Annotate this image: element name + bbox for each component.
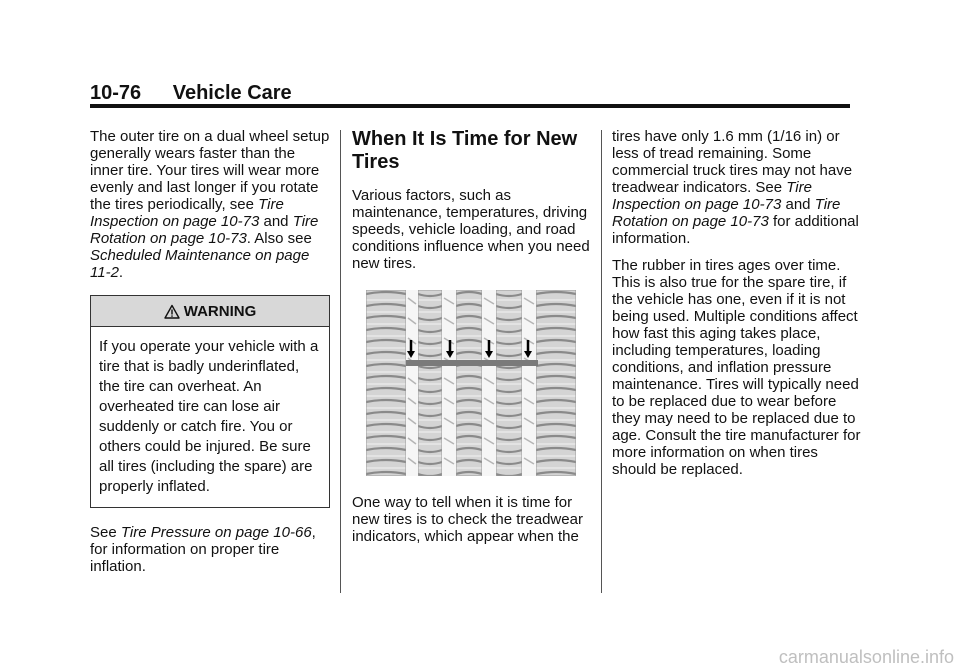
dual-wheel-paragraph: The outer tire on a dual wheel setup generally wears faster than the inner tire. Your tires will wear more evenly and last longer if you rotate the tires periodically, see Tire Inspection on page 10-73 and Tire Rotation on page 10-73. Also see Scheduled Maintenance on page 11-2.: [90, 128, 330, 281]
section-heading: When It Is Time for New Tires: [352, 128, 578, 173]
column-3: [612, 128, 862, 488]
factors-paragraph: Various factors, such as maintenance, temperatures, driving speeds, vehicle loading, and road conditions influence when you need new tires.: [352, 187, 590, 272]
page-header: [90, 82, 292, 105]
ref-tire-inspection[interactable]: Tire Inspection on page 10-73: [90, 196, 284, 230]
warning-title: WARNING: [183, 303, 257, 320]
column-2: [352, 128, 592, 555]
section-title: Vehicle Care: [172, 82, 292, 104]
warning-header: [91, 296, 329, 327]
treadwear-paragraph: One way to tell when it is time for new tires is to check the treadwear indicators, which appear when the: [352, 494, 583, 545]
ref-tire-inspection-2[interactable]: Tire Inspection on page 10-73: [612, 179, 812, 213]
ref-scheduled-maintenance[interactable]: Scheduled Maintenance on page 11-2: [90, 247, 310, 281]
warning-triangle-icon: [164, 304, 180, 319]
treadwear-indicator-illustration: [366, 290, 576, 476]
page-number: 10-76: [90, 82, 142, 104]
column-1: [90, 128, 330, 585]
watermark: carmanualsonline.info: [778, 647, 954, 667]
warning-text: If you operate your vehicle with a tire that is badly underinflated, the tire can overheat. An overheated tire can lose air suddenly or catch fire. You or others could be injured. Be sure all tires (including the spare) are properly inflated.: [99, 338, 319, 495]
column-divider-2: [601, 130, 602, 593]
tire-pressure-paragraph: See Tire Pressure on page 10-66, for information on proper tire inflation.: [90, 524, 316, 575]
warning-box: [90, 295, 330, 508]
ref-tire-pressure[interactable]: Tire Pressure on page 10-66: [120, 524, 312, 541]
tread-remaining-paragraph: tires have only 1.6 mm (1/16 in) or less of tread remaining. Some commercial truck tires may not have treadwear indicators. See Tire Inspection on page 10-73 and Tire Rotation on page 10-73 for additional information.: [612, 128, 859, 247]
ref-tire-rotation-2[interactable]: Tire Rotation on page 10-73: [612, 196, 841, 230]
tire-aging-paragraph: The rubber in tires ages over time. This is also true for the spare tire, if the vehicle has one, even if it is not being used. Multiple conditions affect how fast this aging takes place, including temperatures, loading conditions, and inflation pressure maintenance. Tires will typically need to be replaced due to wear before they may need to be replaced due to age. Consult the tire manufacturer for more information on when tires should be replaced.: [612, 257, 861, 478]
header-rule: [90, 104, 850, 108]
column-divider-1: [340, 130, 341, 593]
ref-tire-rotation[interactable]: Tire Rotation on page 10-73: [90, 213, 319, 247]
